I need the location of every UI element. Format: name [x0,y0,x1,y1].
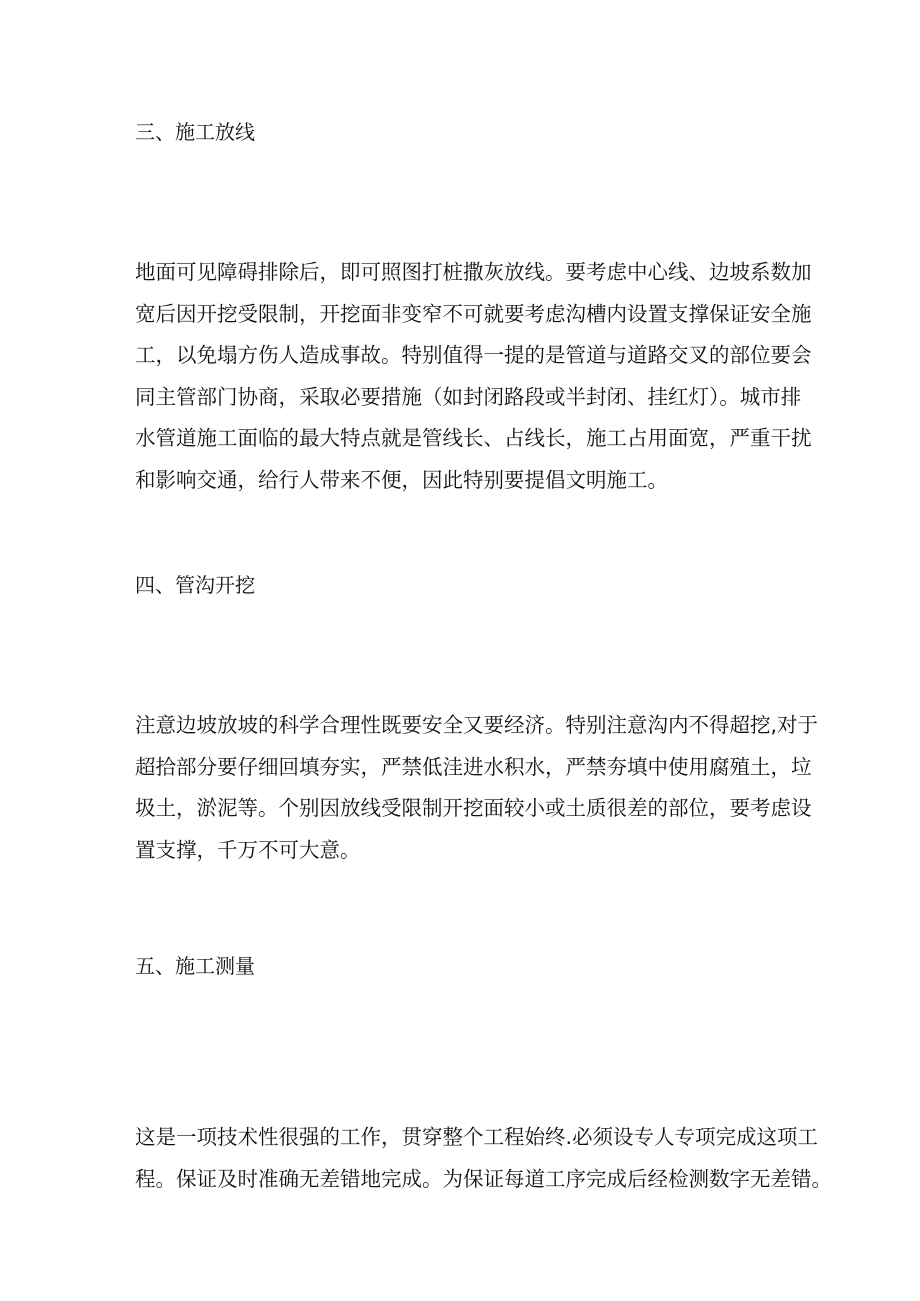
paragraph-line: 工，以免塌方伤人造成事故。特别值得一提的是管道与道路交叉的部位要会 [135,343,812,367]
paragraph-line: 置支撑，千万不可大意。 [135,837,361,862]
paragraph-line: 注意边坡放坡的科学合理性既要安全又要经济。特别注意沟内不得超挖,对于 [135,713,819,737]
paragraph-line: 程。保证及时准确无差错地完成。为保证每道工序完成后经检测数字无差错。 [135,1166,832,1191]
paragraph-line: 同主管部门协商，采取必要措施（如封闭路段或半封闭、挂红灯）。城市排 [135,384,802,409]
section-heading-4: 四、管沟开挖 [135,573,255,597]
section-heading-5: 五、施工测量 [135,954,255,978]
paragraph-line: 和影响交通，给行人带来不便，因此特别要提倡文明施工。 [135,467,668,492]
paragraph-line: 圾土，淤泥等。个别因放线受限制开挖面较小或土质很差的部位，要考虑设 [135,796,812,820]
section-paragraph-5 [135,1117,832,1200]
section-paragraph-3 [135,252,812,501]
section-paragraph-4 [135,705,819,871]
paragraph-line: 宽后因开挖受限制，开挖面非变窄不可就要考虑沟槽内设置支撑保证安全施 [135,301,812,326]
paragraph-line: 水管道施工面临的最大特点就是管线长、占线长，施工占用面宽，严重干扰 [135,426,812,450]
paragraph-line: 这是一项技术性很强的工作，贯穿整个工程始终.必须设专人专项完成这项工 [135,1125,819,1149]
section-heading-3: 三、施工放线 [135,120,255,144]
paragraph-line: 超拾部分要仔细回填夯实，严禁低洼进水积水，严禁夯填中使用腐殖土，垃 [135,754,812,779]
paragraph-line: 地面可见障碍排除后，即可照图打桩撒灰放线。要考虑中心线、边坡系数加 [135,260,812,284]
